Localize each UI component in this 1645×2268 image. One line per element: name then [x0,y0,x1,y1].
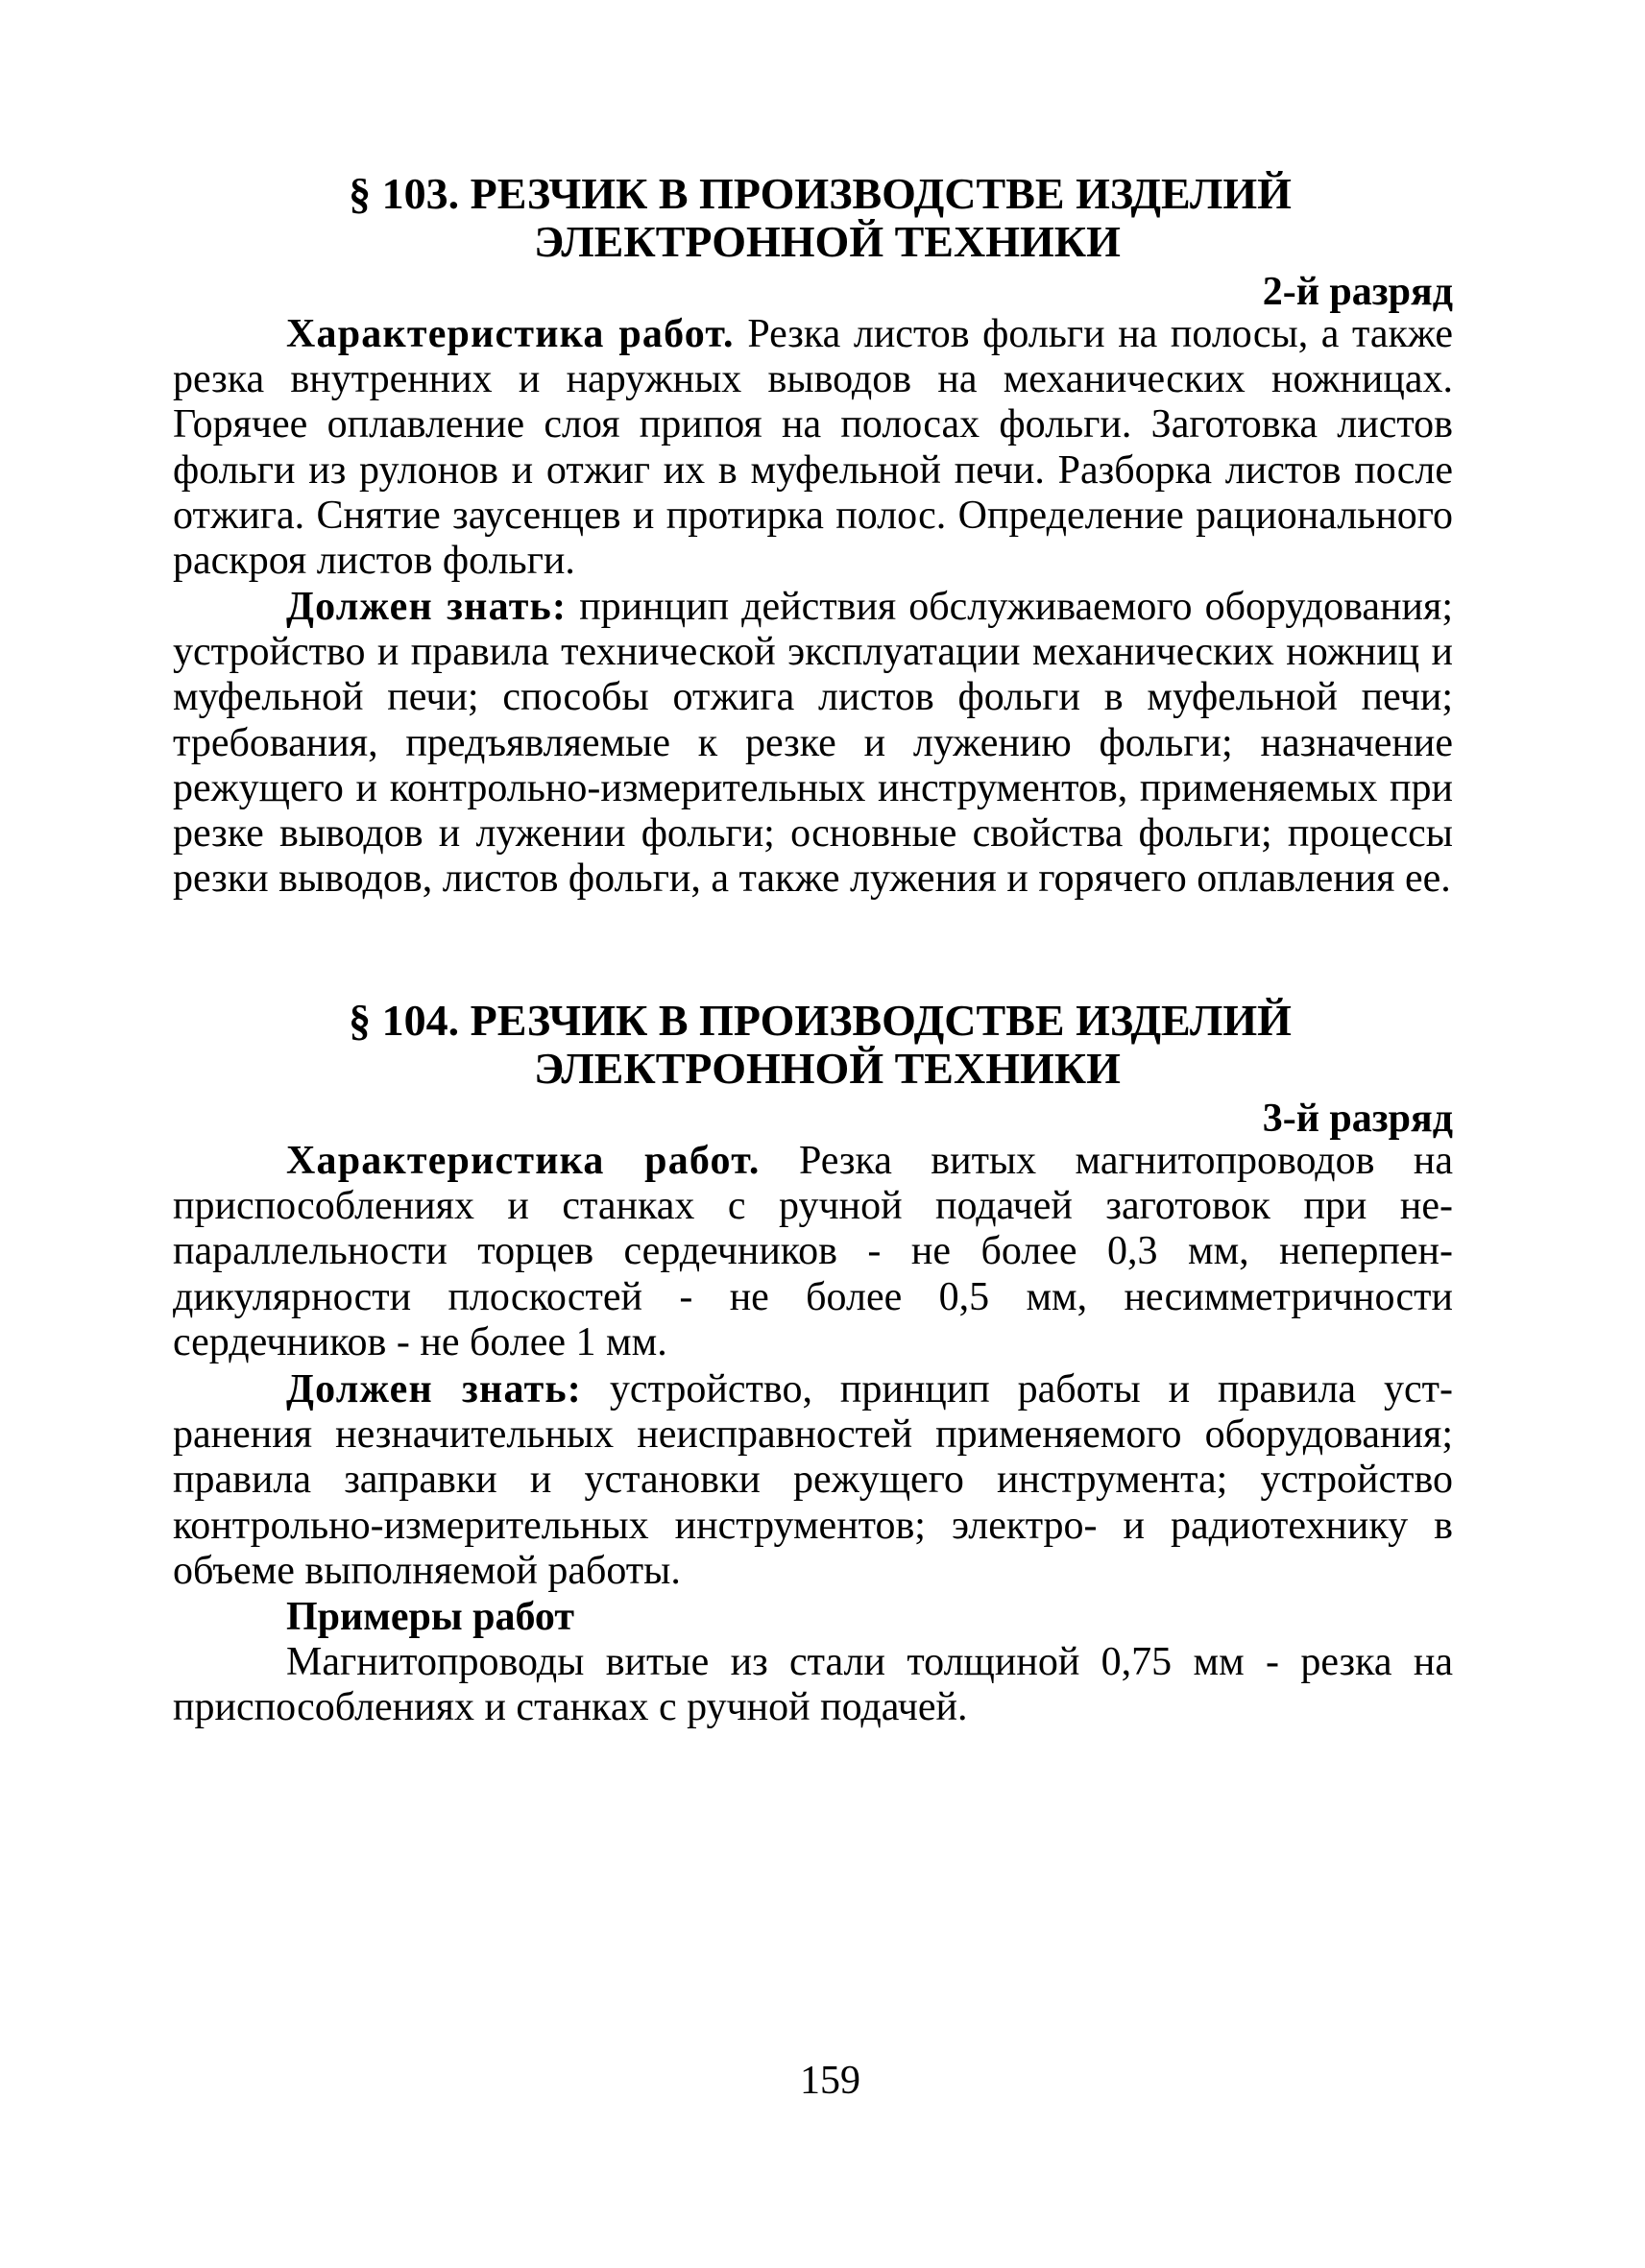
section-104-characteristic [173,1139,1453,1365]
section-103-knowledge [173,585,1453,902]
section-104-knowledge [173,1367,1453,1594]
section-103-knowledge-text: принцип действия обслуживаемого оборудования; устройство и правила технической эксплуатации механических ножниц и муфельной печи; способы отжига листов фольги в муфельной печи; требования, предъявляемые к резке и лужению фольги; назначение режущего и контрольно-измерительных инструментов, применяемых при резке выводов и лужении фольги; основные свойства фольги; процессы резки выводов, листов фольги, а также лужения и горячего оплавления ее. [173,585,1453,902]
section-104-knowledge-text: устройство, принцип работы и правила устранения незначительных неисправностей применяемого оборудования; правила заправки и установки режущего инструмента; устройство контрольно-измерительных инструментов; электро- и радиотехнику в объеме выполняемой работы. [173,1367,1453,1593]
section-103-characteristic-text: Резка листов фольги на полосы, а также резка внутренних и наружных выводов на механических ножницах. Горячее оплавление слоя припоя на полосах фольги. Заготовка листов фольги из рулонов и отжиг их в муфельной печи. Разборка листов после отжига. Снятие заусенцев и протирка полос. Определение рационального раскроя листов фольги. [173,312,1453,584]
section-103-heading [173,170,1453,266]
section-104-heading [173,997,1453,1093]
section-103-heading-line1: § 103. РЕЗЧИК В ПРОИЗВОДСТВЕ ИЗДЕЛИЙ [349,169,1292,218]
section-104-heading-line2: ЭЛЕКТРОННОЙ ТЕХНИКИ [534,1044,1121,1093]
section-104-heading-line1: § 104. РЕЗЧИК В ПРОИЗВОДСТВЕ ИЗДЕЛИЙ [349,996,1292,1045]
section-104-knowledge-label: Должен знать: [286,1367,582,1411]
section-104-examples-title: Примеры работ [286,1595,575,1639]
section-103-heading-line2: ЭЛЕКТРОННОЙ ТЕХНИКИ [534,217,1121,266]
section-104-characteristic-text: Резка витых магнитопроводов на приспособлениях и станках с ручной подачей заготовок при непараллельности торцев сердечников - не более 0,3 мм, неперпендикулярности плоскостей - не более 0,5 мм, несимметричности сердечников - не более 1 мм. [173,1139,1453,1364]
section-104-rank: 3-й разряд [1262,1097,1453,1141]
section-103-rank: 2-й разряд [1262,270,1453,314]
section-103-characteristic [173,312,1453,584]
page-number: 159 [800,2059,860,2103]
section-104-examples-text: Магнитопроводы витые из стали толщиной 0,75 мм - резка на приспособлениях и станках с ручной подачей. [173,1640,1453,1730]
document-page [173,0,1453,2268]
section-103-knowledge-label: Должен знать: [286,585,568,629]
section-104-characteristic-label: Характеристика работ. [286,1139,761,1183]
section-103-characteristic-label: Характеристика работ. [286,312,735,356]
